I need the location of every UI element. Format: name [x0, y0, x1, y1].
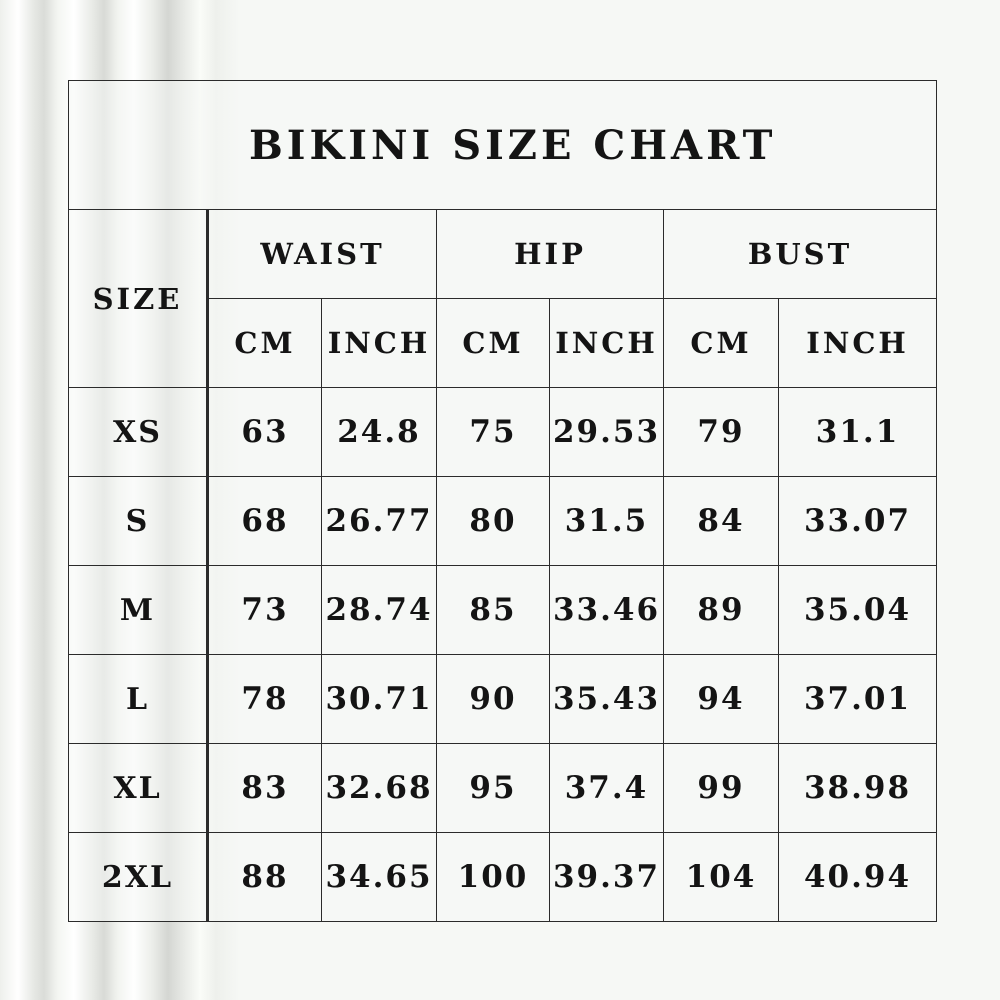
bust-cm-value: 99 [664, 744, 779, 833]
waist-cm-value: 78 [208, 655, 322, 744]
waist-inch-value: 28.74 [322, 566, 437, 655]
chart-title: BIKINI SIZE CHART [69, 81, 937, 210]
bust-inch-value: 33.07 [779, 477, 937, 566]
hip-cm-value: 100 [437, 833, 550, 922]
bust-inch-value: 38.98 [779, 744, 937, 833]
hip-cm-value: 85 [437, 566, 550, 655]
waist-header: WAIST [208, 210, 437, 299]
hip-inch-value: 29.53 [550, 388, 664, 477]
bust-inch-value: 31.1 [779, 388, 937, 477]
hip-header: HIP [437, 210, 664, 299]
waist-inch-header: INCH [322, 299, 437, 388]
hip-inch-value: 31.5 [550, 477, 664, 566]
table-row [69, 566, 937, 655]
bust-inch-header: INCH [779, 299, 937, 388]
waist-cm-value: 83 [208, 744, 322, 833]
waist-cm-value: 68 [208, 477, 322, 566]
size-label: XS [69, 388, 208, 477]
size-label: 2XL [69, 833, 208, 922]
size-label: M [69, 566, 208, 655]
bust-inch-value: 35.04 [779, 566, 937, 655]
hip-cm-value: 95 [437, 744, 550, 833]
waist-inch-value: 30.71 [322, 655, 437, 744]
size-label: S [69, 477, 208, 566]
bust-cm-value: 94 [664, 655, 779, 744]
bust-cm-value: 104 [664, 833, 779, 922]
bust-cm-value: 89 [664, 566, 779, 655]
waist-cm-value: 73 [208, 566, 322, 655]
hip-inch-value: 33.46 [550, 566, 664, 655]
size-label: XL [69, 744, 208, 833]
waist-inch-value: 26.77 [322, 477, 437, 566]
bust-inch-value: 40.94 [779, 833, 937, 922]
hip-inch-header: INCH [550, 299, 664, 388]
size-column-header: SIZE [69, 210, 208, 388]
size-label: L [69, 655, 208, 744]
hip-inch-value: 35.43 [550, 655, 664, 744]
waist-cm-value: 88 [208, 833, 322, 922]
hip-cm-header: CM [437, 299, 550, 388]
hip-inch-value: 37.4 [550, 744, 664, 833]
waist-cm-value: 63 [208, 388, 322, 477]
waist-inch-value: 32.68 [322, 744, 437, 833]
hip-cm-value: 90 [437, 655, 550, 744]
table-row [69, 477, 937, 566]
table-row [69, 833, 937, 922]
waist-cm-header: CM [208, 299, 322, 388]
bust-header: BUST [664, 210, 937, 299]
bust-cm-header: CM [664, 299, 779, 388]
hip-inch-value: 39.37 [550, 833, 664, 922]
table-row [69, 744, 937, 833]
hip-cm-value: 80 [437, 477, 550, 566]
bust-cm-value: 79 [664, 388, 779, 477]
table-row [69, 655, 937, 744]
waist-inch-value: 24.8 [322, 388, 437, 477]
bust-cm-value: 84 [664, 477, 779, 566]
table-row [69, 388, 937, 477]
hip-cm-value: 75 [437, 388, 550, 477]
bust-inch-value: 37.01 [779, 655, 937, 744]
waist-inch-value: 34.65 [322, 833, 437, 922]
size-chart-table [68, 80, 937, 922]
size-chart-card [68, 80, 936, 920]
